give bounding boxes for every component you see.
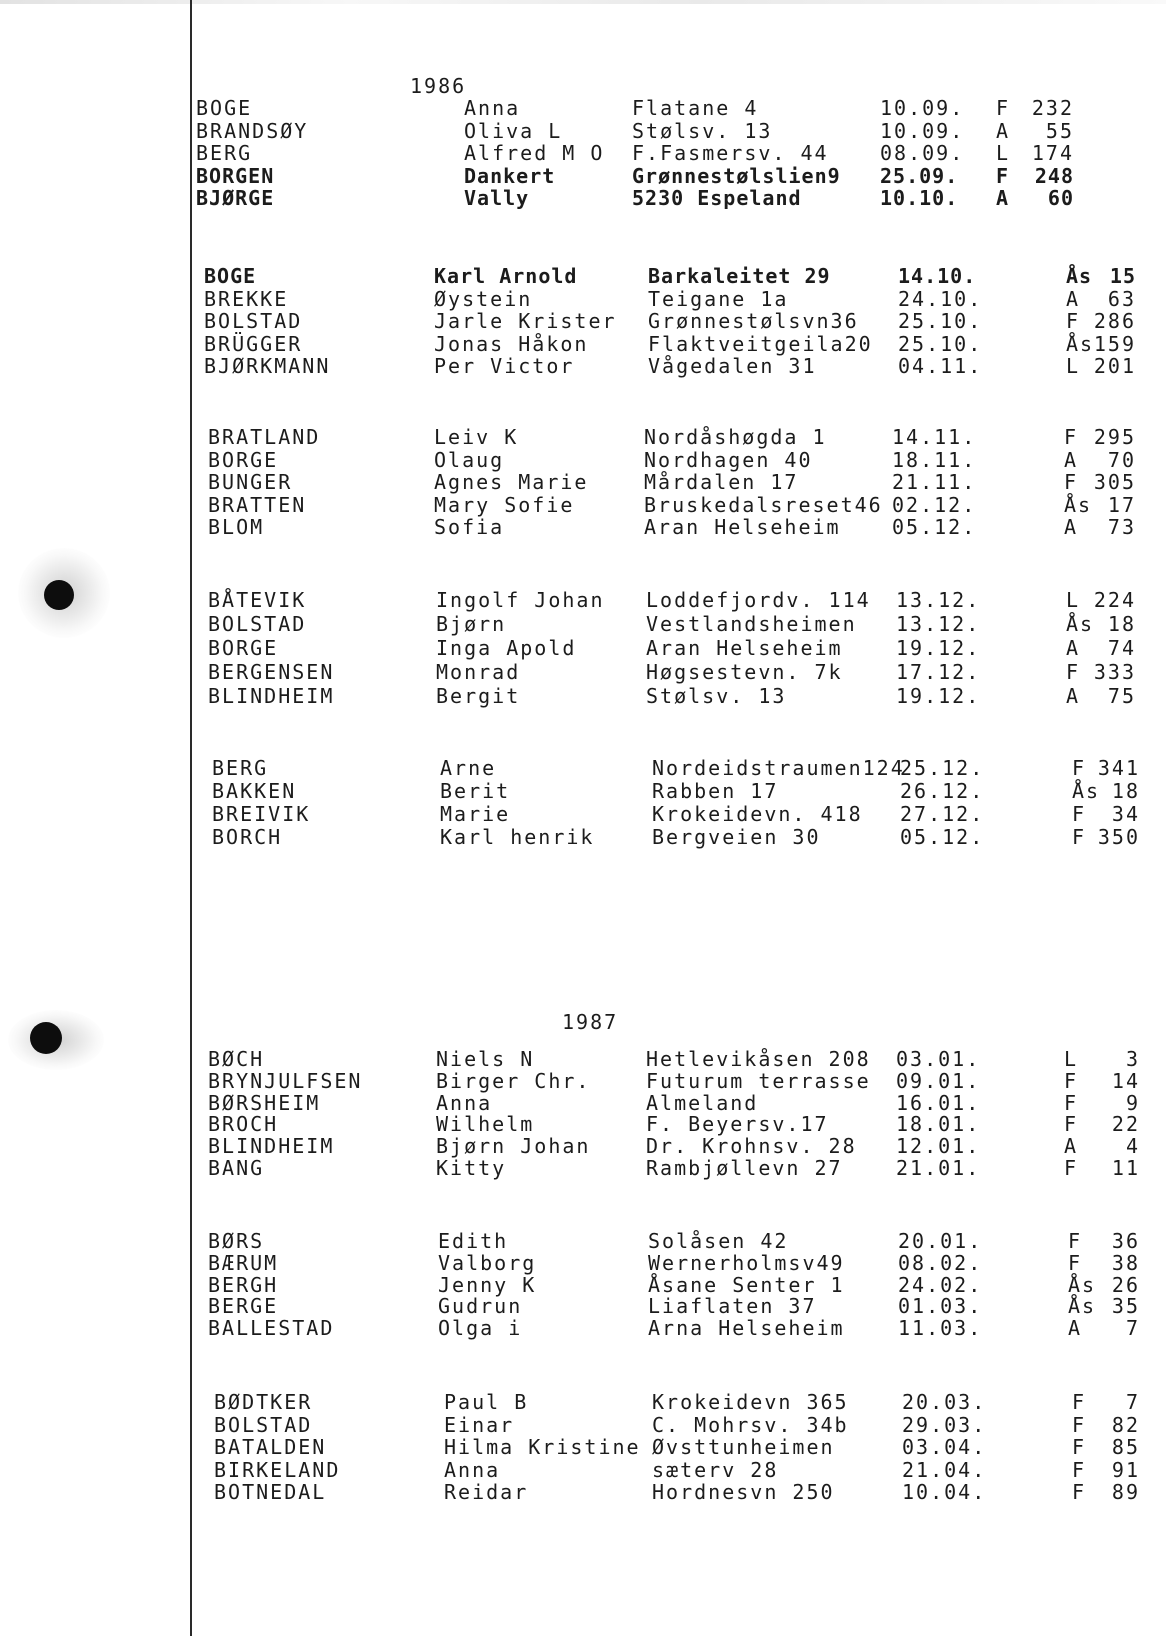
code-cell: F [1064,425,1079,449]
register-row [0,1112,1166,1136]
surname-cell: BLINDHEIM [208,1134,335,1159]
surname-cell: BATALDEN [214,1435,327,1459]
register-row [0,119,1166,143]
address-cell: Øvsttunheimen [652,1435,835,1459]
given-name-cell: Olaug [434,447,505,472]
date-cell: 25.12. [900,756,985,780]
code-cell: L [1066,588,1081,612]
date-cell: 05.12. [900,825,985,849]
date-cell: 19.12. [896,636,981,660]
date-cell: 09.01. [896,1068,981,1093]
number-cell: 14 [1111,1068,1140,1093]
number-cell: 73 [1107,515,1136,539]
code-cell: Ås [1066,612,1095,636]
code-cell: F [1068,1250,1083,1275]
register-row [0,515,1166,539]
register-row [0,636,1166,660]
given-name-cell: Arne [440,756,497,780]
given-name-cell: Niels N [436,1047,535,1071]
date-cell: 04.11. [898,354,983,378]
date-cell: 11.03. [898,1316,983,1341]
date-cell: 10.09. [880,96,965,120]
given-name-cell: Anna [436,1090,493,1115]
code-cell: Ås [1066,331,1095,356]
surname-cell: BREKKE [204,286,289,311]
surname-cell: BÅTEVIK [208,588,307,612]
code-cell: F [1064,1068,1079,1093]
address-cell: Rambjøllevn 27 [646,1156,843,1180]
address-cell: Aran Helseheim [646,636,843,660]
surname-cell: BRATTEN [208,492,307,517]
date-cell: 02.12. [892,492,977,517]
date-cell: 03.04. [902,1435,987,1459]
register-row [0,802,1166,826]
given-name-cell: Bjørn Johan [436,1134,591,1159]
date-cell: 25.09. [880,163,959,188]
code-cell: F [1066,309,1081,333]
date-cell: 25.10. [898,331,983,356]
register-row [0,612,1166,636]
number-cell: 248 [1034,163,1074,188]
address-cell: Grønnestølsvn36 [648,309,859,333]
code-cell: A [1068,1316,1083,1341]
register-row [0,287,1166,311]
number-cell: 36 [1111,1229,1140,1253]
date-cell: 21.01. [896,1156,981,1180]
register-row [0,354,1166,378]
date-cell: 18.01. [896,1112,981,1137]
given-name-cell: Vally [464,186,530,210]
given-name-cell: Leiv K [434,425,519,449]
address-cell: F. Beyersv.17 [646,1112,829,1137]
date-cell: 10.10. [880,186,959,210]
code-cell: F [1072,1457,1087,1482]
year-heading: 1987 [562,1010,619,1034]
date-cell: 24.02. [898,1272,983,1297]
surname-cell: BJØRGE [196,186,275,210]
number-cell: 341 [1097,756,1140,780]
surname-cell: BERGE [208,1294,279,1319]
address-cell: Arna Helseheim [648,1316,845,1341]
address-cell: Solåsen 42 [648,1229,789,1253]
number-cell: 26 [1111,1272,1140,1297]
date-cell: 12.01. [896,1134,981,1159]
number-cell: 75 [1107,684,1136,708]
code-cell: F [1072,756,1087,780]
date-cell: 21.04. [902,1457,987,1482]
date-cell: 14.11. [892,425,977,449]
address-cell: Høgsestevn. 7k [646,660,843,684]
number-cell: 305 [1093,470,1136,494]
surname-cell: BALLESTAD [208,1316,335,1341]
given-name-cell: Hilma Kristine [444,1435,641,1459]
register-row [0,96,1166,120]
code-cell: L [1064,1047,1079,1071]
date-cell: 18.11. [892,447,977,472]
date-cell: 20.01. [898,1229,983,1253]
surname-cell: BERGENSEN [208,660,335,684]
surname-cell: BOLSTAD [214,1412,313,1437]
date-cell: 16.01. [896,1090,981,1115]
register-row [0,1047,1166,1071]
code-cell: Ås [1068,1294,1097,1319]
surname-cell: BROCH [208,1112,279,1137]
code-cell: A [1064,515,1079,539]
given-name-cell: Bjørn [436,612,507,636]
surname-cell: BOTNEDAL [214,1480,327,1504]
code-cell: Ås [1072,779,1101,803]
address-cell: Krokeidevn. 418 [652,802,863,826]
register-row [0,1413,1166,1437]
surname-cell: BLINDHEIM [208,684,335,708]
surname-cell: BORGEN [196,163,275,188]
surname-cell: BJØRKMANN [204,354,331,378]
address-cell: Hordnesvn 250 [652,1480,835,1504]
register-row [0,1251,1166,1275]
address-cell: Vågedalen 31 [648,354,817,378]
register-row [0,309,1166,333]
surname-cell: BOLSTAD [204,309,303,333]
code-cell: A [1066,286,1081,311]
code-cell: A [1066,684,1081,708]
surname-cell: BRÜGGER [204,331,303,356]
register-row [0,779,1166,803]
register-row [0,470,1166,494]
address-cell: Wernerholmsv49 [648,1250,845,1275]
number-cell: 55 [1045,118,1074,143]
given-name-cell: Øystein [434,286,533,311]
surname-cell: BØRSHEIM [208,1090,321,1115]
register-row [0,425,1166,449]
date-cell: 25.10. [898,309,983,333]
code-cell: L [996,141,1011,165]
address-cell: Flaktveitgeila20 [648,331,873,356]
code-cell: Ås [1064,492,1093,517]
code-cell: A [1066,636,1081,660]
number-cell: 286 [1093,309,1136,333]
number-cell: 295 [1093,425,1136,449]
code-cell: L [1066,354,1081,378]
surname-cell: BØCH [208,1047,265,1071]
surname-cell: BAKKEN [212,779,297,803]
register-row [0,1294,1166,1318]
address-cell: Krokeidevn 365 [652,1390,849,1414]
address-cell: Stølsv. 13 [646,684,787,708]
number-cell: 18 [1111,779,1140,803]
given-name-cell: Wilhelm [436,1112,535,1137]
number-cell: 15 [1109,264,1136,288]
surname-cell: BERG [196,141,253,165]
register-row [0,1458,1166,1482]
date-cell: 10.09. [880,118,965,143]
date-cell: 24.10. [898,286,983,311]
surname-cell: BUNGER [208,470,293,494]
surname-cell: BOGE [196,96,253,120]
given-name-cell: Alfred M O [464,141,605,165]
date-cell: 17.12. [896,660,981,684]
address-cell: Flatane 4 [632,96,759,120]
address-cell: Dr. Krohnsv. 28 [646,1134,857,1159]
surname-cell: BRYNJULFSEN [208,1068,363,1093]
number-cell: 18 [1107,612,1136,636]
scan-top-edge [0,0,1166,4]
register-row [0,1273,1166,1297]
number-cell: 224 [1093,588,1136,612]
register-row [0,1156,1166,1180]
number-cell: 74 [1107,636,1136,660]
surname-cell: BOGE [204,264,257,288]
register-row [0,1229,1166,1253]
code-cell: F [1072,825,1087,849]
address-cell: Åsane Senter 1 [648,1272,845,1297]
given-name-cell: Birger Chr. [436,1068,591,1093]
given-name-cell: Paul B [444,1390,529,1414]
register-row [0,756,1166,780]
number-cell: 60 [1047,186,1074,210]
address-cell: Nordåshøgda 1 [644,425,827,449]
register-row [0,1316,1166,1340]
number-cell: 232 [1031,96,1074,120]
given-name-cell: Dankert [464,163,556,188]
number-cell: 34 [1111,802,1140,826]
address-cell: Nordeidstraumen124 [652,756,905,780]
given-name-cell: Olga i [438,1316,523,1341]
register-row [0,1069,1166,1093]
code-cell: F [1064,470,1079,494]
register-row [0,264,1166,288]
register-row [0,1435,1166,1459]
address-cell: Stølsv. 13 [632,118,773,143]
code-cell: Ås [1066,264,1093,288]
surname-cell: BORCH [212,825,283,849]
date-cell: 20.03. [902,1390,987,1414]
code-cell: F [996,96,1011,120]
register-row [0,1390,1166,1414]
surname-cell: BERG [212,756,269,780]
number-cell: 17 [1107,492,1136,517]
register-row [0,164,1166,188]
code-cell: F [1072,1435,1087,1459]
address-cell: Aran Helseheim [644,515,841,539]
code-cell: Ås [1068,1272,1097,1297]
register-row [0,1480,1166,1504]
surname-cell: BRATLAND [208,425,321,449]
address-cell: F.Fasmersv. 44 [632,141,829,165]
given-name-cell: Sofia [434,515,505,539]
register-row [0,1091,1166,1115]
date-cell: 29.03. [902,1412,987,1437]
number-cell: 82 [1111,1412,1140,1437]
number-cell: 9 [1125,1090,1140,1115]
number-cell: 38 [1111,1250,1140,1275]
address-cell: Teigane 1a [648,286,789,311]
given-name-cell: Berit [440,779,511,803]
code-cell: F [1072,1390,1087,1414]
number-cell: 201 [1093,354,1136,378]
date-cell: 13.12. [896,588,981,612]
code-cell: A [996,186,1010,210]
address-cell: Vestlandsheimen [646,612,857,636]
register-row [0,493,1166,517]
given-name-cell: Mary Sofie [434,492,575,517]
date-cell: 05.12. [892,515,977,539]
given-name-cell: Karl Arnold [434,264,578,288]
surname-cell: BÆRUM [208,1250,279,1275]
number-cell: 35 [1111,1294,1140,1319]
address-cell: Almeland [646,1090,759,1115]
number-cell: 174 [1031,141,1074,165]
number-cell: 91 [1111,1457,1140,1482]
given-name-cell: Jonas Håkon [434,331,589,356]
address-cell: Futurum terrasse [646,1068,871,1093]
date-cell: 03.01. [896,1047,981,1071]
given-name-cell: Ingolf Johan [436,588,605,612]
date-cell: 13.12. [896,612,981,636]
year-heading: 1986 [410,74,467,98]
number-cell: 4 [1125,1134,1140,1159]
code-cell: A [996,118,1011,143]
code-cell: F [996,163,1010,188]
number-cell: 333 [1093,660,1136,684]
number-cell: 3 [1125,1047,1140,1071]
code-cell: F [1072,802,1087,826]
given-name-cell: Gudrun [438,1294,523,1319]
given-name-cell: Jarle Krister [434,309,617,333]
code-cell: A [1064,447,1079,472]
number-cell: 22 [1111,1112,1140,1137]
address-cell: Hetlevikåsen 208 [646,1047,871,1071]
given-name-cell: Anna [444,1457,501,1482]
code-cell: F [1072,1412,1087,1437]
code-cell: F [1064,1090,1079,1115]
date-cell: 26.12. [900,779,985,803]
surname-cell: BREIVIK [212,802,311,826]
code-cell: F [1064,1112,1079,1137]
register-row [0,1134,1166,1158]
given-name-cell: Jenny K [438,1272,537,1297]
date-cell: 19.12. [896,684,981,708]
date-cell: 08.09. [880,141,965,165]
register-row [0,448,1166,472]
surname-cell: BANG [208,1156,265,1180]
code-cell: F [1066,660,1081,684]
address-cell: Loddefjordv. 114 [646,588,871,612]
given-name-cell: Marie [440,802,511,826]
register-row [0,660,1166,684]
address-cell: Rabben 17 [652,779,779,803]
register-row [0,684,1166,708]
number-cell: 159 [1093,331,1136,356]
address-cell: Mårdalen 17 [644,470,799,494]
address-cell: Bruskedalsreset46 [644,492,883,517]
given-name-cell: Bergit [436,684,521,708]
surname-cell: BORGE [208,636,279,660]
date-cell: 10.04. [902,1480,987,1504]
date-cell: 27.12. [900,802,985,826]
date-cell: 14.10. [898,264,977,288]
given-name-cell: Valborg [438,1250,537,1275]
date-cell: 01.03. [898,1294,983,1319]
given-name-cell: Agnes Marie [434,470,589,494]
surname-cell: BOLSTAD [208,612,307,636]
number-cell: 85 [1111,1435,1140,1459]
address-cell: 5230 Espeland [632,186,802,210]
register-row [0,141,1166,165]
address-cell: Barkaleitet 29 [648,264,831,288]
given-name-cell: Kitty [436,1156,507,1180]
register-row [0,186,1166,210]
surname-cell: BLOM [208,515,265,539]
given-name-cell: Edith [438,1229,509,1253]
number-cell: 7 [1125,1390,1140,1414]
given-name-cell: Monrad [436,660,521,684]
number-cell: 7 [1125,1316,1140,1341]
number-cell: 350 [1097,825,1140,849]
given-name-cell: Karl henrik [440,825,595,849]
date-cell: 21.11. [892,470,977,494]
surname-cell: BRANDSØY [196,118,309,143]
code-cell: F [1068,1229,1083,1253]
code-cell: F [1072,1480,1087,1504]
register-row [0,588,1166,612]
address-cell: sæterv 28 [652,1457,779,1482]
date-cell: 08.02. [898,1250,983,1275]
address-cell: Grønnestølslien9 [632,163,841,188]
address-cell: Nordhagen 40 [644,447,813,472]
code-cell: F [1064,1156,1079,1180]
number-cell: 63 [1107,286,1136,311]
code-cell: A [1064,1134,1079,1159]
surname-cell: BIRKELAND [214,1457,341,1482]
surname-cell: BORGE [208,447,279,472]
surname-cell: BØRS [208,1229,265,1253]
number-cell: 89 [1111,1480,1140,1504]
number-cell: 11 [1111,1156,1140,1180]
given-name-cell: Per Victor [434,354,575,378]
address-cell: Bergveien 30 [652,825,821,849]
given-name-cell: Reidar [444,1480,529,1504]
given-name-cell: Oliva L [464,118,563,143]
register-row [0,825,1166,849]
number-cell: 70 [1107,447,1136,472]
given-name-cell: Anna [464,96,521,120]
surname-cell: BERGH [208,1272,279,1297]
given-name-cell: Einar [444,1412,515,1437]
address-cell: Liaflaten 37 [648,1294,817,1319]
register-row [0,332,1166,356]
given-name-cell: Inga Apold [436,636,577,660]
address-cell: C. Mohrsv. 34b [652,1412,849,1437]
surname-cell: BØDTKER [214,1390,313,1414]
